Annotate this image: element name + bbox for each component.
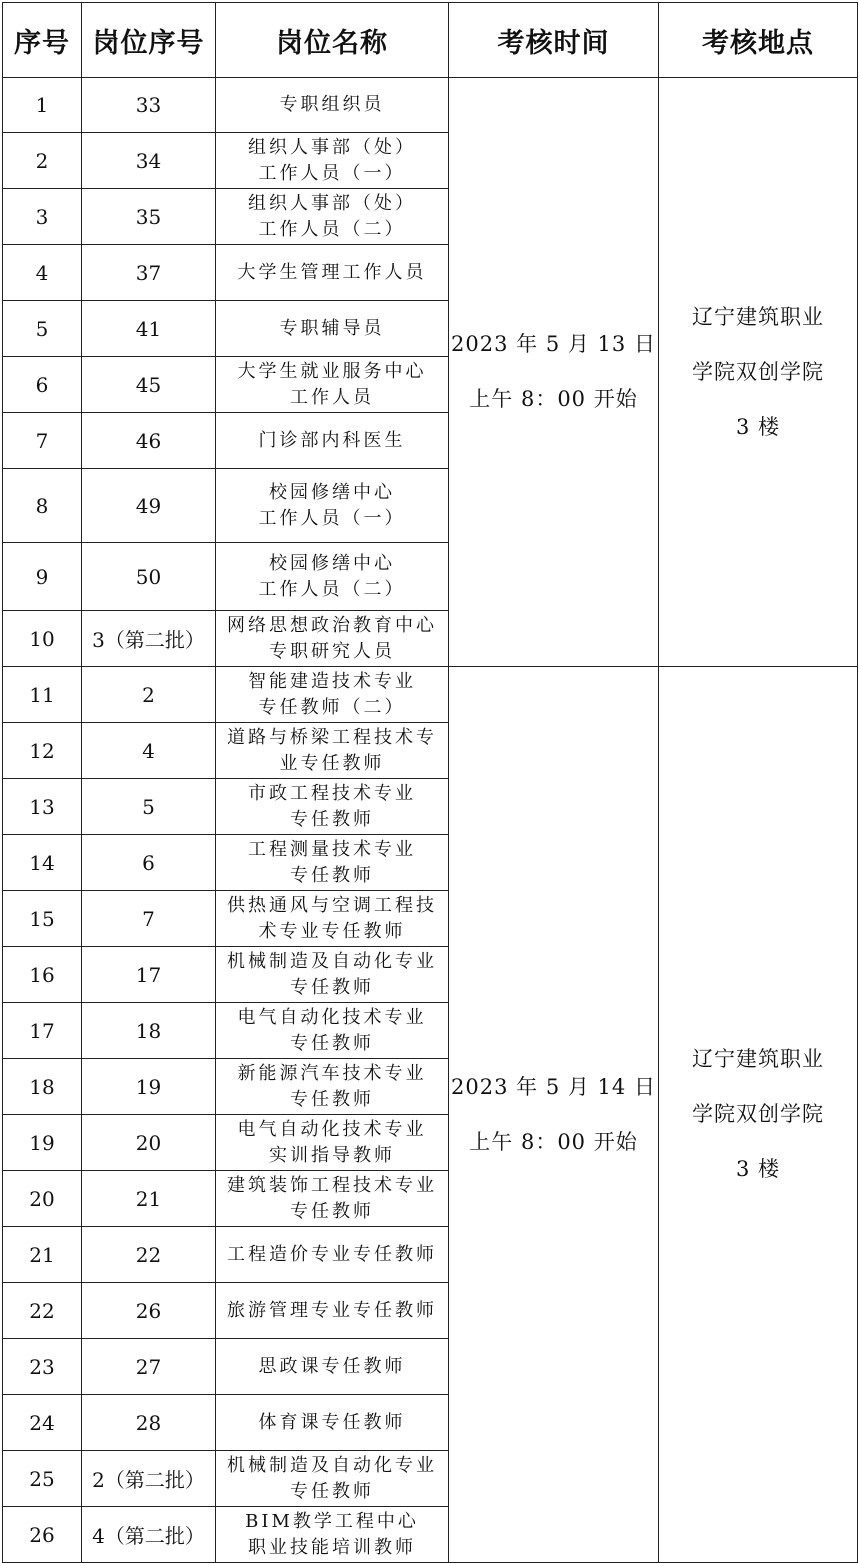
position-name-line: 专任教师 xyxy=(290,808,374,830)
row-number: 26 xyxy=(3,1507,82,1563)
position-name-line: 机械制造及自动化专业 xyxy=(227,1454,437,1476)
position-number: 18 xyxy=(82,1003,216,1059)
row-number: 17 xyxy=(3,1003,82,1059)
position-name xyxy=(216,1395,449,1451)
position-name-line: 专职辅导员 xyxy=(279,317,385,339)
header-position-number: 岗位序号 xyxy=(82,3,216,78)
position-name-line: 专任教师 xyxy=(290,864,374,886)
position-name-line: 市政工程技术专业 xyxy=(248,782,416,804)
position-number: 41 xyxy=(82,301,216,357)
position-number: 4 xyxy=(82,723,216,779)
position-name xyxy=(216,1003,449,1059)
row-number: 1 xyxy=(3,78,82,133)
position-name-line: 电气自动化技术专业 xyxy=(237,1006,427,1028)
position-number: 5 xyxy=(82,779,216,835)
position-name-line: BIM教学工程中心 xyxy=(245,1510,419,1532)
row-number: 18 xyxy=(3,1059,82,1115)
position-name xyxy=(216,835,449,891)
position-name-line: 建筑装饰工程技术专业 xyxy=(227,1174,437,1196)
row-number: 11 xyxy=(3,667,82,723)
position-name-line: 工作人员（二） xyxy=(258,218,406,240)
exam-time-line: 2023 年 5 月 13 日 xyxy=(451,332,656,356)
position-number: 4（第二批） xyxy=(82,1507,216,1563)
position-name-line: 专任教师 xyxy=(290,1200,374,1222)
position-name-line: 体育课专任教师 xyxy=(258,1411,406,1433)
row-number: 6 xyxy=(3,357,82,413)
position-name xyxy=(216,133,449,189)
row-number: 10 xyxy=(3,611,82,667)
position-name xyxy=(216,891,449,947)
position-number: 22 xyxy=(82,1227,216,1283)
position-name xyxy=(216,1227,449,1283)
table-row xyxy=(3,667,858,723)
exam-time-line: 上午 8：00 开始 xyxy=(469,1129,638,1154)
position-name-line: 大学生管理工作人员 xyxy=(237,261,427,283)
position-number: 49 xyxy=(82,469,216,543)
exam-location-line: 3 楼 xyxy=(735,1157,781,1181)
position-number: 27 xyxy=(82,1339,216,1395)
position-name-line: 工作人员（一） xyxy=(258,162,406,184)
row-number: 7 xyxy=(3,413,82,469)
position-name-line: 校园修缮中心 xyxy=(269,481,395,503)
row-number: 13 xyxy=(3,779,82,835)
position-number: 33 xyxy=(82,78,216,133)
exam-time-line: 2023 年 5 月 14 日 xyxy=(451,1074,656,1099)
row-number: 22 xyxy=(3,1283,82,1339)
position-name-line: 旅游管理专业专任教师 xyxy=(227,1299,437,1321)
position-name xyxy=(216,245,449,301)
position-number: 26 xyxy=(82,1283,216,1339)
position-name-line: 实训指导教师 xyxy=(269,1144,395,1166)
position-name xyxy=(216,1507,449,1563)
position-name xyxy=(216,779,449,835)
position-name xyxy=(216,357,449,413)
position-name-line: 工程测量技术专业 xyxy=(248,838,416,860)
exam-time xyxy=(449,667,659,1563)
position-name-line: 道路与桥梁工程技术专 xyxy=(227,726,437,748)
header-seq: 序号 xyxy=(3,3,82,78)
position-name xyxy=(216,947,449,1003)
position-name xyxy=(216,1171,449,1227)
position-number: 6 xyxy=(82,835,216,891)
position-name-line: 电气自动化技术专业 xyxy=(237,1118,427,1140)
header-position-name: 岗位名称 xyxy=(216,3,449,78)
position-name-line: 机械制造及自动化专业 xyxy=(227,950,437,972)
position-number: 2 xyxy=(82,667,216,723)
position-name xyxy=(216,78,449,133)
position-name-line: 校园修缮中心 xyxy=(269,552,395,574)
position-name-line: 网络思想政治教育中心 xyxy=(227,614,437,636)
position-number: 2（第二批） xyxy=(82,1451,216,1507)
position-name-line: 思政课专任教师 xyxy=(258,1355,406,1377)
position-name-line: 新能源汽车技术专业 xyxy=(237,1062,427,1084)
exam-location xyxy=(659,667,858,1563)
row-number: 8 xyxy=(3,469,82,543)
position-name-line: 工作人员（一） xyxy=(258,507,406,529)
position-number: 17 xyxy=(82,947,216,1003)
position-name xyxy=(216,189,449,245)
table-body xyxy=(3,78,858,1563)
position-name xyxy=(216,1283,449,1339)
position-number: 7 xyxy=(82,891,216,947)
row-number: 23 xyxy=(3,1339,82,1395)
position-name xyxy=(216,413,449,469)
row-number: 15 xyxy=(3,891,82,947)
row-number: 5 xyxy=(3,301,82,357)
position-name-line: 门诊部内科医生 xyxy=(258,429,406,451)
position-number: 3（第二批） xyxy=(82,611,216,667)
position-number: 20 xyxy=(82,1115,216,1171)
header-exam-time: 考核时间 xyxy=(449,3,659,78)
row-number: 2 xyxy=(3,133,82,189)
position-name xyxy=(216,723,449,779)
row-number: 3 xyxy=(3,189,82,245)
row-number: 20 xyxy=(3,1171,82,1227)
position-number: 28 xyxy=(82,1395,216,1451)
position-name xyxy=(216,1115,449,1171)
position-name-line: 组织人事部（处） xyxy=(248,192,416,214)
row-number: 16 xyxy=(3,947,82,1003)
position-name-line: 工程造价专业专任教师 xyxy=(227,1243,437,1265)
row-number: 24 xyxy=(3,1395,82,1451)
position-name-line: 智能建造技术专业 xyxy=(248,670,416,692)
exam-location-line: 学院双创学院 xyxy=(692,1102,824,1126)
position-name-line: 大学生就业服务中心 xyxy=(237,360,427,382)
position-name-line: 术专业专任教师 xyxy=(258,920,406,942)
position-name xyxy=(216,543,449,611)
position-number: 21 xyxy=(82,1171,216,1227)
position-number: 35 xyxy=(82,189,216,245)
exam-schedule-table xyxy=(2,2,858,1563)
exam-location-line: 学院双创学院 xyxy=(692,359,824,384)
position-name-line: 职业技能培训教师 xyxy=(248,1536,416,1558)
position-name-line: 专任教师（二） xyxy=(258,696,406,718)
row-number: 4 xyxy=(3,245,82,301)
position-name-line: 专任教师 xyxy=(290,1088,374,1110)
position-name xyxy=(216,1451,449,1507)
exam-time-line: 上午 8：00 开始 xyxy=(469,387,638,411)
position-name-line: 工作人员（二） xyxy=(258,578,406,600)
exam-location-line: 辽宁建筑职业 xyxy=(692,1047,824,1071)
position-number: 37 xyxy=(82,245,216,301)
position-name-line: 工作人员 xyxy=(290,386,374,408)
position-name-line: 专职研究人员 xyxy=(269,640,395,662)
header-row xyxy=(3,3,858,78)
position-name-line: 专任教师 xyxy=(290,1032,374,1054)
row-number: 12 xyxy=(3,723,82,779)
position-number: 45 xyxy=(82,357,216,413)
position-name-line: 供热通风与空调工程技 xyxy=(227,894,437,916)
position-name xyxy=(216,667,449,723)
exam-location-line: 3 楼 xyxy=(735,414,781,439)
position-name xyxy=(216,1059,449,1115)
position-number: 34 xyxy=(82,133,216,189)
position-name-line: 组织人事部（处） xyxy=(248,136,416,158)
position-number: 19 xyxy=(82,1059,216,1115)
row-number: 9 xyxy=(3,543,82,611)
exam-location-line: 辽宁建筑职业 xyxy=(692,304,824,329)
position-name xyxy=(216,1339,449,1395)
row-number: 21 xyxy=(3,1227,82,1283)
exam-location xyxy=(659,78,858,667)
exam-time xyxy=(449,78,659,667)
position-name-line: 专任教师 xyxy=(290,1480,374,1502)
row-number: 19 xyxy=(3,1115,82,1171)
position-number: 46 xyxy=(82,413,216,469)
header-exam-location: 考核地点 xyxy=(659,3,858,78)
position-name xyxy=(216,301,449,357)
row-number: 25 xyxy=(3,1451,82,1507)
position-name xyxy=(216,611,449,667)
position-number: 50 xyxy=(82,543,216,611)
position-name-line: 专职组织员 xyxy=(279,94,385,115)
position-name xyxy=(216,469,449,543)
table-row xyxy=(3,78,858,133)
position-name-line: 业专任教师 xyxy=(279,752,385,774)
row-number: 14 xyxy=(3,835,82,891)
position-name-line: 专任教师 xyxy=(290,976,374,998)
